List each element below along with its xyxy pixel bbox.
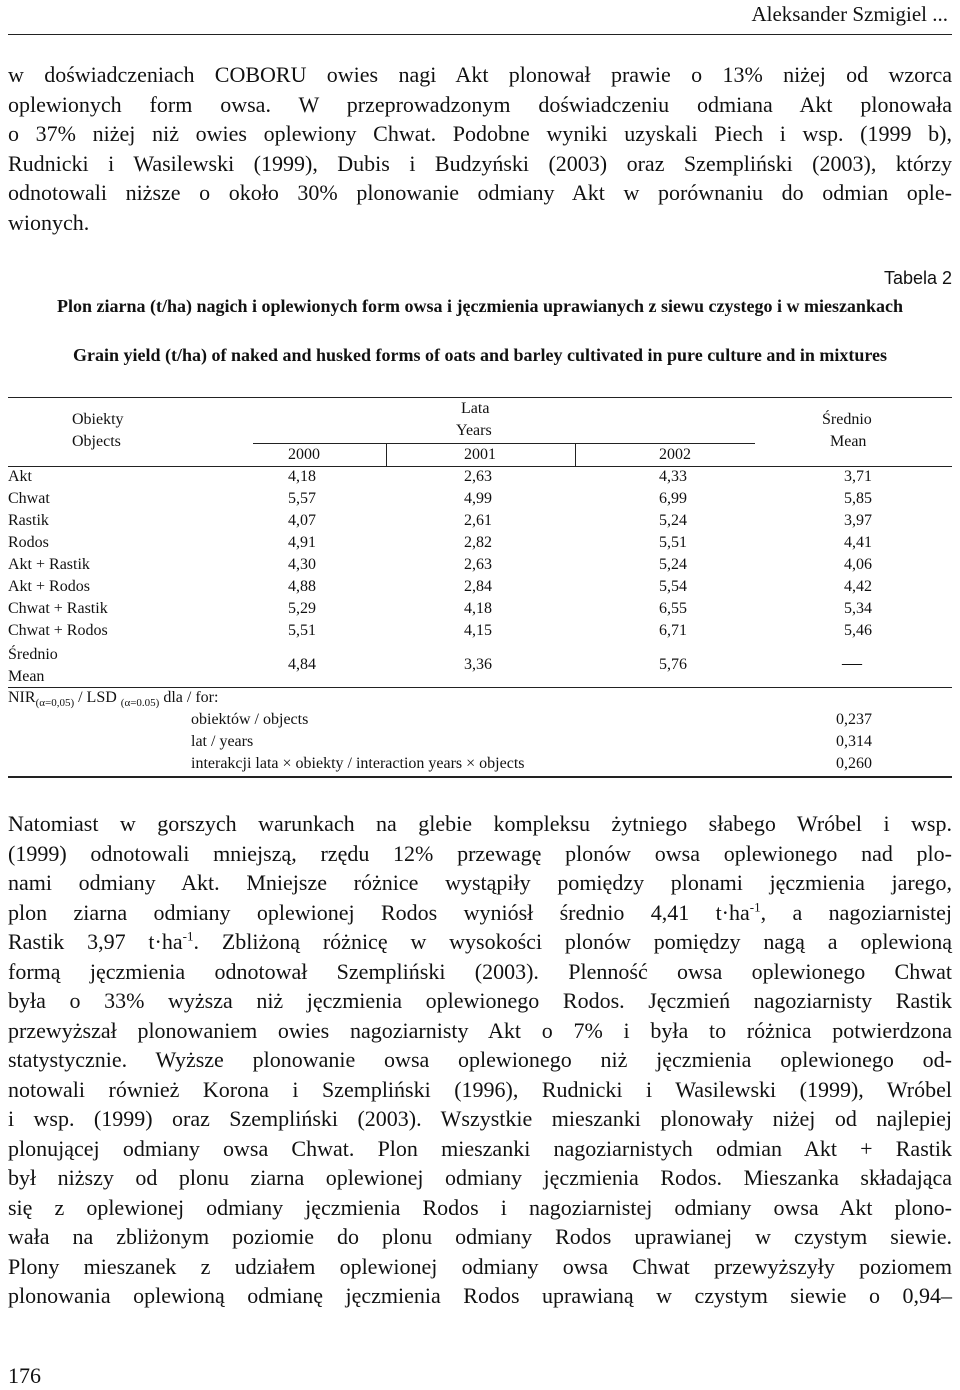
text-line: przewyższał plonowaniem owies nagoziarnisty Akt o 7% i była to różnica potwierdzona	[8, 1017, 952, 1043]
mean-2002: 5,76	[659, 656, 687, 673]
body-paragraph	[8, 809, 952, 1311]
year-2001-header: 2001	[464, 446, 496, 463]
cell-mean: 4,06	[844, 556, 872, 573]
table-row	[8, 578, 952, 600]
row-label: Chwat + Rodos	[8, 622, 108, 639]
running-header: Aleksander Szmigiel ...	[751, 2, 948, 26]
lsd-row	[8, 733, 952, 755]
header-objects-en: Objects	[72, 433, 121, 450]
text-line: odnotowali niższe o około 30% plonowanie odmiany Akt w porównaniu do odmian ople-	[8, 180, 952, 205]
cell-2002: 6,99	[659, 490, 687, 507]
table-row	[8, 556, 952, 578]
lsd-label: obiektów / objects	[191, 711, 309, 728]
text-line: Rastik 3,97 $t\cdot ha^{-1}$. Zbliżoną różnicę w wysokości plonów pomiędzy nagą a oplewioną	[8, 928, 952, 954]
table-number: Tabela 2	[883, 268, 952, 288]
year-divider	[575, 443, 576, 466]
table-row	[8, 534, 952, 556]
lsd-value: 0,314	[836, 733, 872, 750]
lsd-label: lat / years	[191, 733, 254, 750]
years-subrule	[253, 443, 755, 444]
cell-2001: 2,63	[464, 556, 492, 573]
row-label: Chwat + Rastik	[8, 600, 108, 617]
cell-2000: 4,07	[288, 512, 316, 529]
cell-mean: 5,34	[844, 600, 872, 617]
header-years-pl: Lata	[461, 400, 490, 417]
cell-mean: 4,41	[844, 534, 872, 551]
cell-mean: 3,97	[844, 512, 872, 529]
cell-2002: 5,24	[659, 556, 687, 573]
row-label: Akt + Rodos	[8, 578, 90, 595]
mean-2001: 3,36	[464, 656, 492, 673]
table-caption-polish: Plon ziarna (t/ha) nagich i oplewionych form owsa i jęczmienia uprawianych z siewu czystego i w mieszankach	[57, 296, 903, 316]
cell-2000: 5,51	[288, 622, 316, 639]
year-2002-header: 2002	[659, 446, 691, 463]
cell-2002: 5,24	[659, 512, 687, 529]
cell-2001: 4,99	[464, 490, 492, 507]
cell-2002: 5,54	[659, 578, 687, 595]
table-row	[8, 622, 952, 644]
lsd-separator: / LSD	[74, 689, 121, 706]
table-row	[8, 490, 952, 512]
text-line: w doświadczeniach COBORU owies nagi Akt plonował prawie o 13% niżej od wzorca	[8, 62, 952, 87]
cell-2001: 4,18	[464, 600, 492, 617]
lsd-label: interakcji lata × obiekty / interaction years × objects	[191, 755, 525, 772]
table-bottom-rule	[8, 776, 952, 778]
cell-2001: 2,63	[464, 468, 492, 485]
text-line: była o 33% wyższa niż jęczmienia oplewionego Rodos. Jęczmień nagoziarnisty Rastik	[8, 988, 952, 1013]
cell-2001: 4,15	[464, 622, 492, 639]
text-line: (1999) odnotowali mniejszą, rzędu 12% przewagę plonów owsa oplewionego nad plo-	[8, 840, 952, 866]
text-line: notowali również Korona i Szempliński (1996), Rudnicki i Wasilewski (1999), Wróbel	[8, 1076, 952, 1102]
cell-2002: 4,33	[659, 468, 687, 485]
text-line: Plony mieszanek z udziałem oplewionej odmiany owsa Chwat przewyższyły poziomem	[8, 1253, 952, 1279]
row-label: Akt	[8, 468, 32, 485]
text-line: nami odmiany Akt. Mniejsze różnice wystąpiły pomiędzy plonami jęczmienia jarego,	[8, 870, 952, 895]
text-line: i wsp. (1999) oraz Szempliński (2003). Wszystkie mieszanki plonowały niżej od najlepiej	[8, 1106, 952, 1131]
lsd-row	[8, 711, 952, 733]
cell-2000: 4,18	[288, 468, 316, 485]
cell-mean: 4,42	[844, 578, 872, 595]
mean-row-label-en: Mean	[8, 668, 45, 685]
lsd-top-rule	[8, 687, 952, 688]
lsd-suffix: dla / for:	[159, 689, 219, 706]
year-2000-header: 2000	[288, 446, 320, 463]
row-label: Rodos	[8, 534, 49, 551]
cell-2001: 2,84	[464, 578, 492, 595]
table-row	[8, 468, 952, 490]
lsd-nir: NIR	[8, 689, 36, 706]
unit-exponent: -1	[182, 928, 194, 944]
row-label: Chwat	[8, 490, 50, 507]
lsd-subscript: (α=0.05)	[120, 697, 160, 710]
page-number: 176	[8, 1363, 41, 1388]
lsd-row	[8, 755, 952, 777]
header-objects-pl: Obiekty	[72, 411, 124, 428]
table-row	[8, 600, 952, 622]
text-line: plon ziarna odmiany oplewionej Rodos wyniósł średnio 4,41 $t\cdot ha^{-1}$, a nagoziarnistej	[8, 899, 952, 925]
year-divider	[386, 443, 387, 466]
cell-2000: 5,29	[288, 600, 316, 617]
header-bottom-rule	[8, 466, 952, 467]
lsd-heading	[8, 689, 218, 709]
table-caption-english: Grain yield (t/ha) of naked and husked forms of oats and barley cultivated in pure culture and in mixtures	[72, 345, 888, 365]
intro-paragraph	[8, 60, 952, 237]
row-label: Akt + Rastik	[8, 556, 90, 573]
mean-overall-dash: —	[842, 652, 862, 674]
text-line: plonowania oplewioną odmianę jęczmienia Rodos uprawianą w czystym siewie o 0,94–	[8, 1283, 952, 1308]
cell-mean: 5,85	[844, 490, 872, 507]
text-line: wała na zbliżonym poziomie do plonu odmiany Rodos uprawianej w czystym siewie.	[8, 1224, 952, 1249]
text-line: oplewionych form owsa. W przeprowadzonym doświadczeniu odmiana Akt plonowała	[8, 91, 952, 117]
cell-2000: 4,88	[288, 578, 316, 595]
text-line: się z oplewionej odmiany jęczmienia Rodos i nagoziarnistej odmiany owsa Akt plono-	[8, 1194, 952, 1220]
text-line: Natomiast w gorszych warunkach na glebie kompleksu żytniego słabego Wróbel i wsp.	[8, 811, 952, 836]
cell-2002: 6,71	[659, 622, 687, 639]
text-line: Rudnicki i Wasilewski (1999), Dubis i Budzyński (2003) oraz Szempliński (2003), którzy	[8, 150, 952, 176]
mean-row	[8, 644, 952, 688]
mean-2000: 4,84	[288, 656, 316, 673]
cell-2001: 2,61	[464, 512, 492, 529]
text-line: był niższy od plonu ziarna oplewionej odmiany jęczmienia Rodos. Mieszanka składająca	[8, 1165, 952, 1190]
header-divider	[8, 34, 952, 35]
mean-row-label-pl: Średnio	[8, 646, 58, 663]
cell-2002: 5,51	[659, 534, 687, 551]
text-line: statystycznie. Wyższe plonowanie owsa oplewionego niż jęczmienia oplewionego od-	[8, 1047, 952, 1072]
header-mean-pl: Średnio	[822, 411, 872, 428]
cell-2002: 6,55	[659, 600, 687, 617]
header-years-en: Years	[456, 422, 492, 439]
text-line: formą jęczmienia odnotował Szempliński (2003). Plenność owsa oplewionego Chwat	[8, 958, 952, 984]
cell-mean: 5,46	[844, 622, 872, 639]
cell-2000: 5,57	[288, 490, 316, 507]
unit-exponent: -1	[749, 899, 761, 915]
row-label: Rastik	[8, 512, 49, 529]
text-line: plonującej odmiany owsa Chwat. Plon mieszanki nagoziarnistych odmian Akt + Rastik	[8, 1135, 952, 1161]
cell-2000: 4,30	[288, 556, 316, 573]
lsd-nir-subscript: (α=0,05)	[35, 697, 75, 710]
text-line: o 37% niżej niż owies oplewiony Chwat. Podobne wyniki uzyskali Piech i wsp. (1999 b),	[8, 121, 952, 146]
cell-2001: 2,82	[464, 534, 492, 551]
text-line: wionych.	[8, 209, 90, 235]
table-top-rule	[8, 397, 952, 398]
lsd-value: 0,237	[836, 711, 872, 728]
cell-mean: 3,71	[844, 468, 872, 485]
cell-2000: 4,91	[288, 534, 316, 551]
header-mean-en: Mean	[830, 433, 867, 450]
lsd-value: 0,260	[836, 755, 872, 772]
table-row	[8, 512, 952, 534]
